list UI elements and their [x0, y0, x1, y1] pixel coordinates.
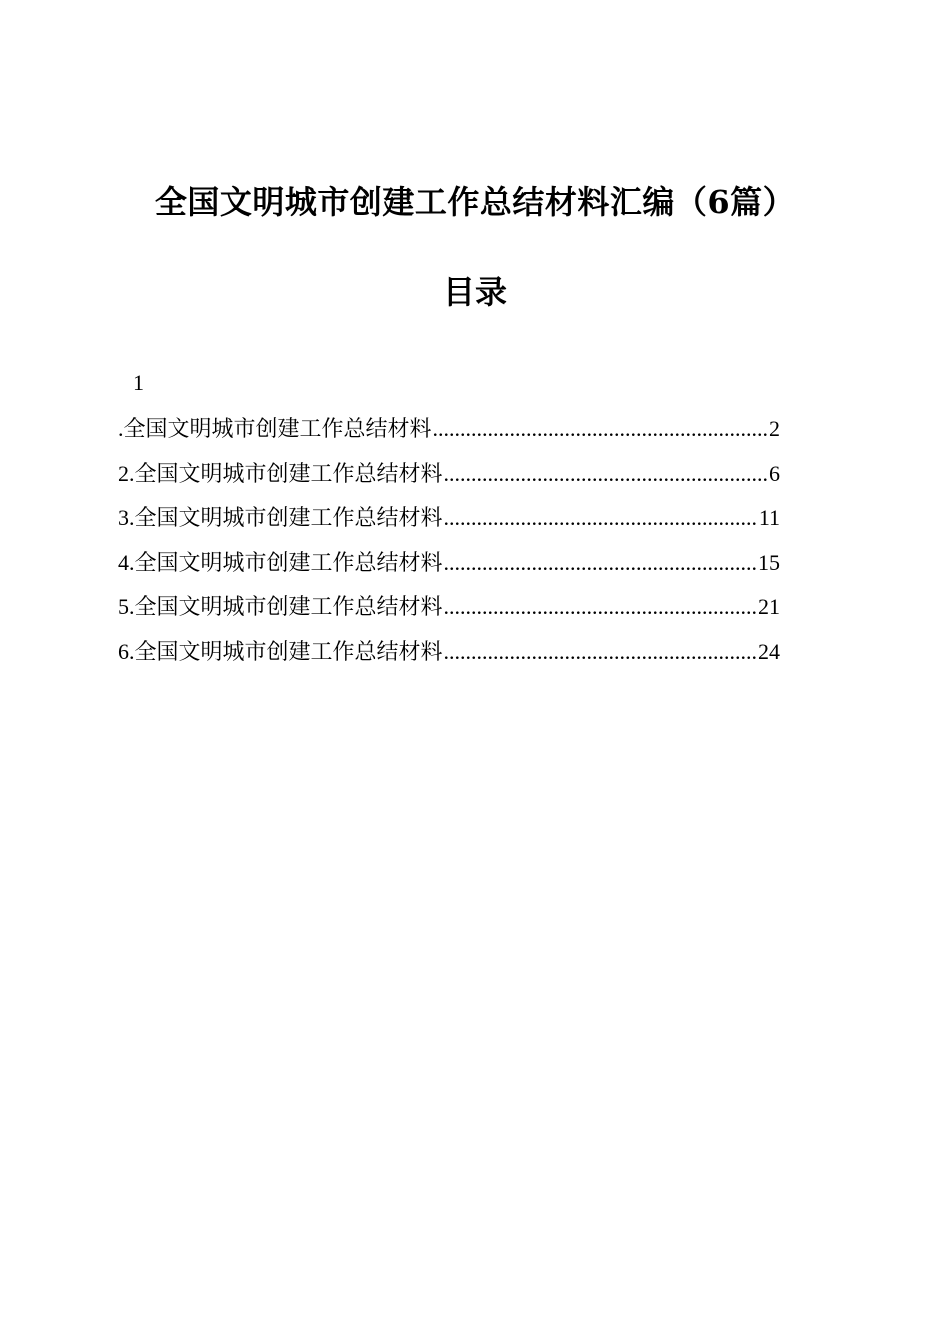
- toc-entry-page: 24: [758, 638, 780, 664]
- toc-dot-leader: [444, 501, 758, 535]
- toc-entry-5[interactable]: [118, 590, 780, 635]
- toc-entry-title: 全国文明城市创建工作总结材料: [134, 550, 443, 576]
- toc-entry-3[interactable]: [118, 501, 780, 546]
- toc-dot-leader: [444, 546, 757, 580]
- toc-entry-page: 6: [769, 460, 780, 486]
- toc-entry-title: 全国文明城市创建工作总结材料: [134, 461, 443, 487]
- toc-entry-page: 15: [758, 549, 780, 575]
- toc-entry-2[interactable]: [118, 457, 780, 502]
- toc-entry-1[interactable]: [118, 412, 780, 457]
- toc-dot-leader: [444, 457, 768, 491]
- toc-entry-prefix: .: [118, 416, 124, 441]
- toc-entry-prefix: 2.: [118, 460, 135, 486]
- toc-entry-page: 21: [758, 594, 780, 620]
- toc-entry-4[interactable]: [118, 546, 780, 591]
- toc-entry-page: 2: [769, 416, 780, 441]
- toc-dot-leader: [433, 412, 768, 446]
- toc-entry-prefix: 4.: [118, 549, 135, 575]
- toc-entry-prefix: 6.: [118, 638, 135, 664]
- toc-item-number: 1: [133, 370, 144, 395]
- toc-dot-leader: [444, 635, 757, 669]
- toc-entry-title: 全国文明城市创建工作总结材料: [134, 595, 443, 621]
- toc-entry-prefix: 3.: [118, 505, 135, 531]
- toc-dot-leader: [444, 590, 757, 624]
- toc-entry-title: 全国文明城市创建工作总结材料: [134, 639, 443, 665]
- toc-entry-6[interactable]: [118, 635, 780, 680]
- table-of-contents: [118, 412, 780, 680]
- document-title: 全国文明城市创建工作总结材料汇编（6篇）: [154, 183, 796, 221]
- toc-entry-title: 全国文明城市创建工作总结材料: [134, 506, 443, 532]
- toc-entry-prefix: 5.: [118, 594, 135, 620]
- toc-entry-page: 11: [758, 505, 780, 531]
- toc-entry-title: 全国文明城市创建工作总结材料: [123, 417, 432, 442]
- toc-heading: 目录: [442, 273, 507, 311]
